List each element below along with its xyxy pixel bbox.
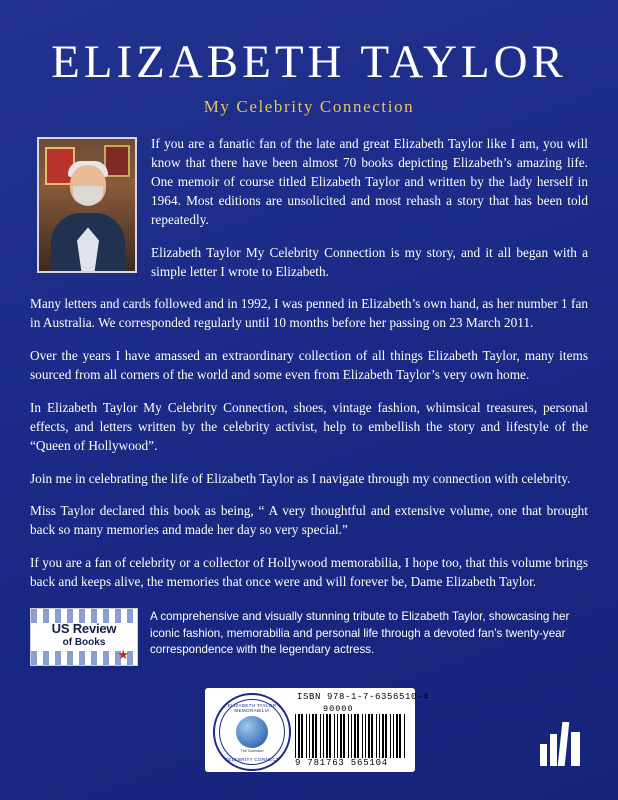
intro-paragraph-2: Elizabeth Taylor My Celebrity Connection is my story, and it all began with a simple letter I wrote to Elizabeth. [151, 244, 588, 279]
review-badge-line2: of Books [62, 636, 106, 648]
star-icon: ★ [117, 646, 129, 662]
isbn-price-code: 90000 [323, 704, 354, 714]
body-paragraph-1: Many letters and cards followed and in 1992, I was penned in Elizabeth’s own hand, as her number 1 fan in Australia. We corresponded regularly until 10 months before her passing on 23 March 2011. [30, 296, 588, 331]
publisher-logo-icon [536, 718, 592, 776]
seal-top-text: ELIZABETH TAYLOR MEMORABILIA [227, 703, 277, 713]
isbn-code: ISBN 978-1-7-6356510-4 [297, 692, 430, 702]
globe-icon [236, 716, 268, 748]
body-paragraph-2: Over the years I have amassed an extraordinary collection of all things Elizabeth Taylor, many items sourced from all corners of the world and some even from Elizabeth Taylor’s very own home. [30, 348, 588, 383]
review-badge-line1: US Review [51, 620, 117, 636]
book-title: ELIZABETH TAYLOR [51, 36, 567, 88]
body-paragraph-3: In Elizabeth Taylor My Celebrity Connection, shoes, vintage fashion, whimsical treasures, personal effects, and letters written by the celebrity activist, help to embellish the story and lifestyle of the “Queen of Hollywood”. [30, 399, 588, 453]
review-row [30, 608, 588, 666]
isbn-barcode-block [205, 688, 430, 772]
body-paragraph-6: If you are a fan of celebrity or a collector of Hollywood memorabilia, I hope too, that this volume brings back and keeps alive, the memories that once were and will forever be, Dame Elizabeth Taylor. [30, 555, 588, 590]
body-paragraph-4: Join me in celebrating the life of Elizabeth Taylor as I navigate through my connection with celebrity. [30, 470, 571, 486]
barcode-icon [295, 714, 407, 758]
intro-paragraph-1: If you are a fanatic fan of the late and great Elizabeth Taylor like I am, you will know that there have been almost 70 books depicting Elizabeth’s amazing life. One memoir of course titled Elizabeth Taylor and written by the lady herself in 1964. Most editions are unsolicited and most rehash a story that has been told repeatedly. [151, 136, 588, 227]
body-copy [30, 295, 588, 592]
author-photo [37, 137, 137, 273]
seal-sub-text: The Collection [240, 749, 264, 753]
intro-block [30, 135, 588, 281]
us-review-of-books-badge [30, 608, 138, 666]
body-paragraph-5: Miss Taylor declared this book as being, “ A very thoughtful and extensive volume, one that brought back so many memories and made her day so very special.” [30, 503, 588, 538]
review-blurb: A comprehensive and visually stunning tribute to Elizabeth Taylor, showcasing her iconic fashion, memorabilia and personal life through a devoted fan’s twenty-year correspondence with the legendary actress. [150, 609, 570, 657]
barcode-digits: 9 781763 565104 [295, 758, 389, 768]
seal-bottom-text: MY CELEBRITY CONNECTION [215, 757, 289, 762]
book-subtitle: My Celebrity Connection [203, 97, 415, 117]
memorabilia-seal [213, 693, 291, 771]
